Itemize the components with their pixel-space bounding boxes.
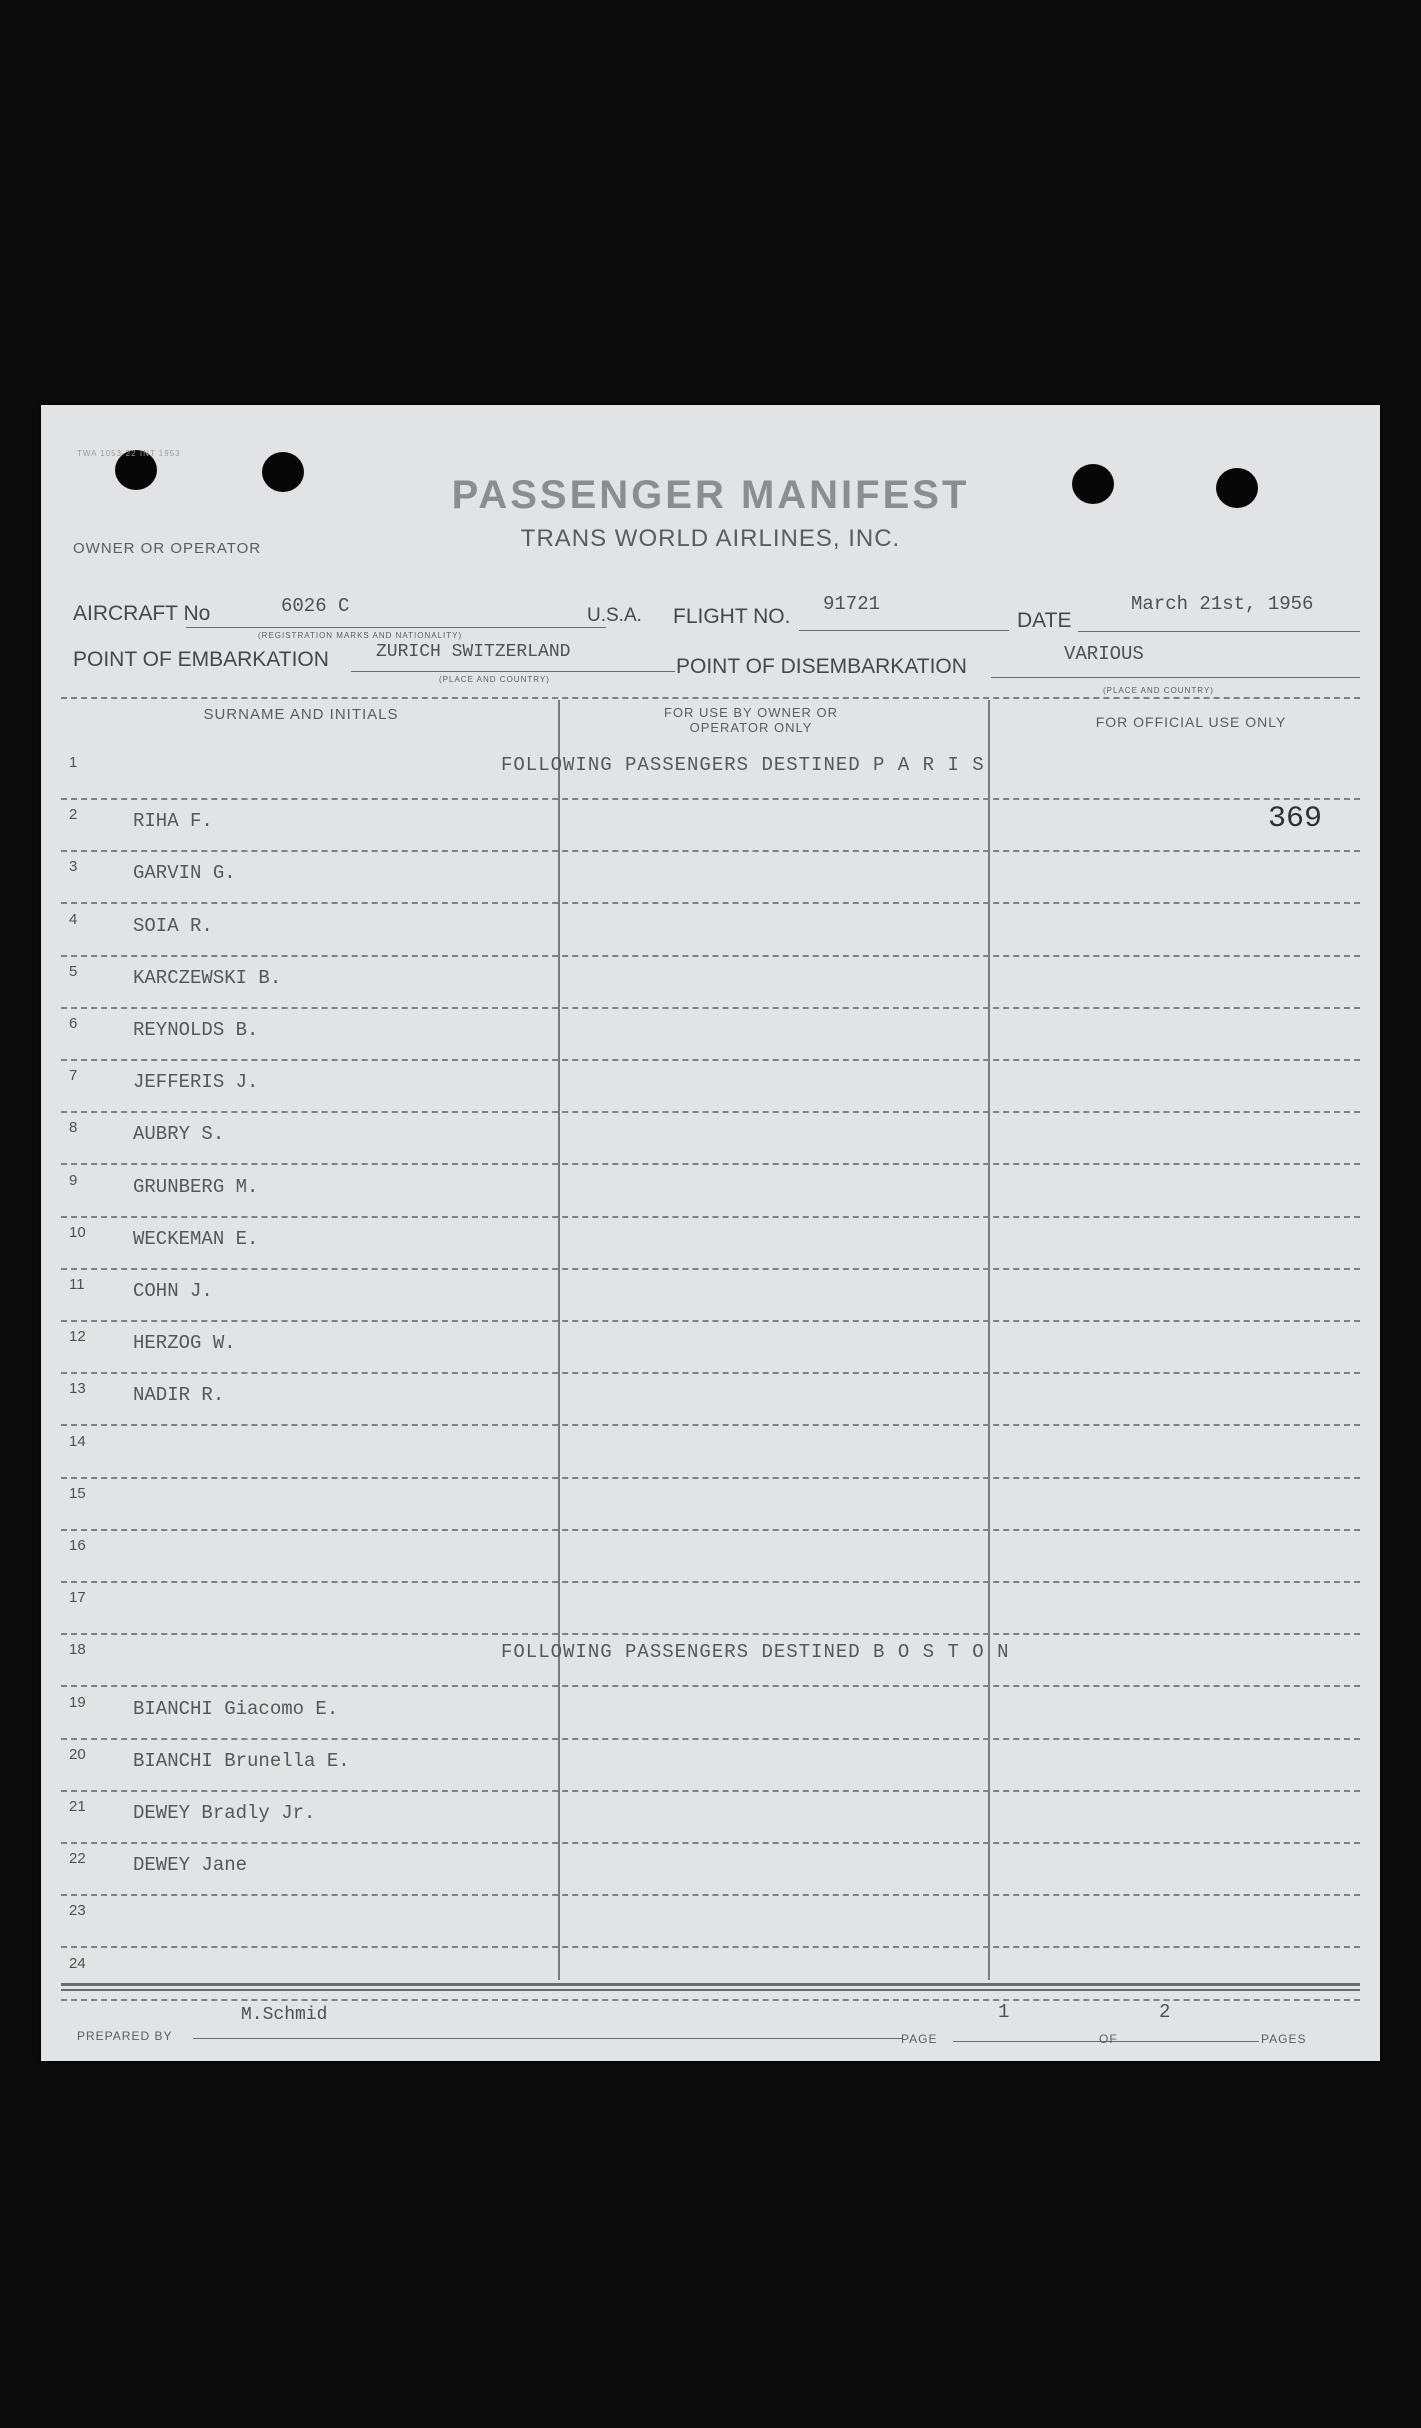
table-row xyxy=(41,1322,1380,1374)
row-number: 6 xyxy=(69,1015,78,1032)
page-title: PASSENGER MANIFEST xyxy=(451,473,970,517)
row-number: 19 xyxy=(69,1693,86,1711)
place-country-note: (PLACE AND COUNTRY) xyxy=(1103,686,1214,695)
passenger-name: KARCZEWSKI B. xyxy=(133,966,282,989)
table-row xyxy=(41,800,1380,852)
passenger-name: BIANCHI Brunella E. xyxy=(133,1749,350,1772)
form-number: TWA 1053-22 INT 1953 xyxy=(77,449,181,458)
flight-value: 91721 xyxy=(823,593,881,615)
passenger-name: BIANCHI Giacomo E. xyxy=(133,1697,339,1720)
row-number: 9 xyxy=(69,1171,78,1189)
row-number: 3 xyxy=(69,858,78,876)
prepared-by-label: PREPARED BY xyxy=(77,2029,173,2043)
table-row xyxy=(41,1949,1380,2001)
table-row xyxy=(41,1113,1380,1165)
row-number: 21 xyxy=(69,1798,86,1815)
table-row xyxy=(41,905,1380,957)
pages-label: PAGES xyxy=(1261,2032,1307,2046)
table-row xyxy=(41,1688,1380,1740)
table-row xyxy=(41,1635,1380,1687)
place-country-note: (PLACE AND COUNTRY) xyxy=(439,675,550,684)
passenger-name: REYNOLDS B. xyxy=(133,1019,259,1041)
table-row xyxy=(41,1896,1380,1948)
table-row xyxy=(41,1792,1380,1844)
destination-note: FOLLOWING PASSENGERS DESTINED P A R I S xyxy=(501,754,985,776)
column-header-surname: SURNAME AND INITIALS xyxy=(203,706,399,723)
row-number: 7 xyxy=(69,1067,78,1085)
row-number: 24 xyxy=(69,1954,86,1972)
row-number: 2 xyxy=(69,806,78,824)
disembarkation-label: POINT OF DISEMBARKATION xyxy=(676,655,967,678)
row-number: 17 xyxy=(69,1589,86,1607)
passenger-name: DEWEY Jane xyxy=(133,1854,248,1877)
table-row xyxy=(41,1061,1380,1113)
passenger-name: WECKEMAN E. xyxy=(133,1227,259,1250)
table-row xyxy=(41,1166,1380,1218)
destination-note: FOLLOWING PASSENGERS DESTINED B O S T O N xyxy=(501,1641,1010,1664)
table-row xyxy=(41,1427,1380,1479)
embarkation-label: POINT OF EMBARKATION xyxy=(73,648,329,671)
table-row xyxy=(41,1374,1380,1426)
passenger-name: GRUNBERG M. xyxy=(133,1175,259,1198)
row-number: 13 xyxy=(69,1380,86,1398)
table-row xyxy=(41,957,1380,1009)
row-number: 16 xyxy=(69,1537,86,1554)
row-number: 5 xyxy=(69,962,78,980)
table-row xyxy=(41,1740,1380,1792)
row-number: 23 xyxy=(69,1902,86,1920)
table-row xyxy=(41,1270,1380,1322)
of-value: 2 xyxy=(1159,2001,1171,2023)
manifest-sheet xyxy=(41,405,1380,2061)
embarkation-value: ZURICH SWITZERLAND xyxy=(376,642,571,662)
row-number: 8 xyxy=(69,1119,78,1137)
page-label: PAGE xyxy=(901,2032,938,2046)
passenger-name: COHN J. xyxy=(133,1280,213,1302)
table-row xyxy=(41,748,1380,800)
official-use-value: 369 xyxy=(1267,802,1322,837)
passenger-name: GARVIN G. xyxy=(133,862,236,885)
passenger-name: DEWEY Bradly Jr. xyxy=(133,1802,316,1824)
flight-label: FLIGHT NO. xyxy=(673,605,791,628)
passenger-name: JEFFERIS J. xyxy=(133,1071,259,1094)
row-number: 11 xyxy=(69,1276,85,1293)
owner-label: OWNER OR OPERATOR xyxy=(73,540,262,557)
row-number: 20 xyxy=(69,1745,86,1763)
prepared-by-value: M.Schmid xyxy=(241,2005,328,2025)
aircraft-value: 6026 C xyxy=(281,595,350,617)
table-row xyxy=(41,1218,1380,1270)
table-row xyxy=(41,1844,1380,1896)
aircraft-label: AIRCRAFT No xyxy=(73,602,211,625)
passenger-name: AUBRY S. xyxy=(133,1123,225,1146)
page-value: 1 xyxy=(998,2001,1010,2023)
table-row xyxy=(41,1479,1380,1531)
row-number: 1 xyxy=(69,754,78,771)
of-label: OF xyxy=(1099,2032,1118,2046)
passenger-name: NADIR R. xyxy=(133,1384,225,1407)
registration-note: (REGISTRATION MARKS AND NATIONALITY) xyxy=(258,631,463,640)
company-name: TRANS WORLD AIRLINES, INC. xyxy=(520,525,901,552)
row-number: 15 xyxy=(69,1484,86,1502)
row-number: 10 xyxy=(69,1223,86,1241)
row-number: 22 xyxy=(69,1850,86,1868)
table-row xyxy=(41,852,1380,904)
row-number: 14 xyxy=(69,1432,86,1450)
row-number: 4 xyxy=(69,910,78,928)
column-header-official-use: FOR OFFICIAL USE ONLY xyxy=(1095,714,1287,730)
passenger-name: RIHA F. xyxy=(133,810,213,833)
row-number: 18 xyxy=(69,1641,86,1659)
passenger-name: HERZOG W. xyxy=(133,1332,236,1355)
table-row xyxy=(41,1583,1380,1635)
table-row xyxy=(41,1531,1380,1583)
table-row xyxy=(41,1009,1380,1061)
passenger-name: SOIA R. xyxy=(133,914,213,937)
column-header-owner-use: FOR USE BY OWNER OR OPERATOR ONLY xyxy=(663,705,839,735)
date-label: DATE xyxy=(1017,609,1072,632)
flight-label-prefix: U.S.A. xyxy=(587,605,642,626)
date-value: March 21st, 1956 xyxy=(1131,593,1314,615)
row-number: 12 xyxy=(69,1328,86,1346)
disembarkation-value: VARIOUS xyxy=(1064,643,1144,665)
